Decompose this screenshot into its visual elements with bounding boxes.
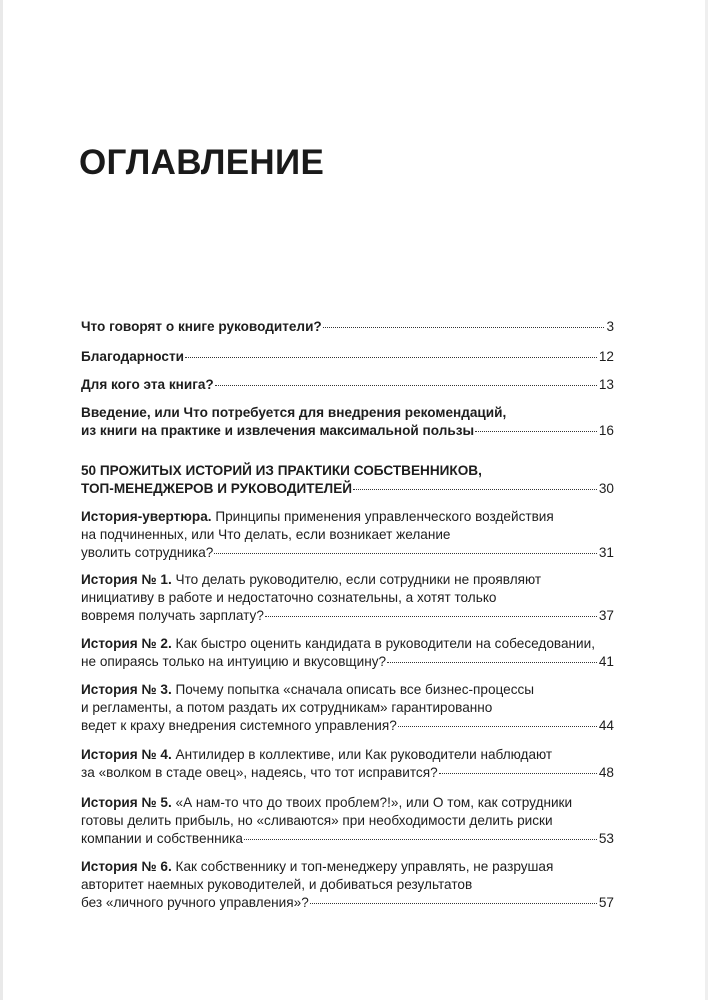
dot-leader <box>387 662 597 663</box>
toc-entry-text: и регламенты, а потом раздать их сотрудникам» гарантированно <box>81 700 493 715</box>
toc-entry[interactable] <box>81 635 614 671</box>
toc-entry-text: компании и собственника <box>81 831 243 846</box>
toc-entry-lead: История № 4. <box>81 747 172 762</box>
toc-entry-last-line <box>81 653 614 671</box>
toc-entry-text: Что делать руководителю, если сотрудники не проявляют <box>171 572 542 587</box>
page-number: 41 <box>598 654 614 669</box>
toc-entry-line <box>81 589 614 607</box>
toc-entry-text: на подчиненных, или Что делать, если возникает желание <box>81 527 451 542</box>
toc-entry-line <box>81 508 614 526</box>
toc-entry-text: «А нам-то что до твоих проблем?!», или О том, как сотрудники <box>171 795 573 810</box>
page-number: 13 <box>598 377 614 392</box>
toc-entry-text: Для кого эта книга? <box>81 377 214 392</box>
dot-leader <box>244 839 597 840</box>
dot-leader <box>353 489 597 490</box>
toc-entry[interactable] <box>81 404 614 440</box>
toc-entry-text: уволить сотрудника? <box>81 545 214 560</box>
page-number: 48 <box>598 765 614 780</box>
page-number: 3 <box>606 319 614 334</box>
page-number: 44 <box>598 718 614 733</box>
toc-entry-text: из книги на практике и извлечения максимальной пользы <box>81 423 475 438</box>
toc-entry-text: ТОП-МЕНЕДЖЕРОВ И РУКОВОДИТЕЛЕЙ <box>81 481 353 496</box>
toc-entry-text: Как собственнику и топ-менеджеру управлять, не разрушая <box>171 859 554 874</box>
toc-entry-last-line <box>81 544 614 562</box>
dot-leader <box>185 357 597 358</box>
toc-entry-line <box>81 404 614 422</box>
toc-entry-line <box>81 681 614 699</box>
toc-entry[interactable] <box>81 462 614 498</box>
toc-entry[interactable] <box>81 794 614 848</box>
dot-leader <box>398 726 597 727</box>
page-number: 37 <box>598 608 614 623</box>
toc-entry-text: 50 ПРОЖИТЫХ ИСТОРИЙ ИЗ ПРАКТИКИ СОБСТВЕННИКОВ, <box>81 463 482 478</box>
dot-leader <box>475 431 597 432</box>
toc-entry-line <box>81 794 614 812</box>
toc-entry[interactable] <box>81 858 614 912</box>
toc-entry-line <box>81 746 614 764</box>
toc-entry-last-line <box>81 348 614 366</box>
toc-entry-text: без «личного ручного управления»? <box>81 895 309 910</box>
dot-leader <box>323 327 605 328</box>
toc-entry-lead: История № 2. <box>81 636 172 651</box>
toc-entry-text: ведет к краху внедрения системного управления? <box>81 718 397 733</box>
toc-entry-last-line <box>81 376 614 394</box>
toc-entry[interactable] <box>81 376 614 394</box>
toc-entry-lead: История № 6. <box>81 859 172 874</box>
toc-entry-lead: История № 1. <box>81 572 172 587</box>
toc-entry-last-line <box>81 480 614 498</box>
page-number: 30 <box>598 481 614 496</box>
toc-entry-last-line <box>81 764 614 782</box>
toc-entry-last-line <box>81 422 614 440</box>
toc-entry-text: Благодарности <box>81 349 184 364</box>
toc-entry-lead: История-увертюра. <box>81 509 212 524</box>
toc-entry-last-line <box>81 318 614 336</box>
toc-entry-text: Почему попытка «сначала описать все бизнес-процессы <box>171 682 535 697</box>
toc-entry-text: Принципы применения управленческого воздействия <box>211 509 554 524</box>
toc-entry-line <box>81 699 614 717</box>
toc-entry-last-line <box>81 894 614 912</box>
toc-entry-line <box>81 858 614 876</box>
page-number: 53 <box>598 831 614 846</box>
dot-leader <box>310 903 597 904</box>
page-number: 16 <box>598 423 614 438</box>
toc-entry[interactable] <box>81 348 614 366</box>
toc-entry-text: не опираясь только на интуицию и вкусовщину? <box>81 654 387 669</box>
toc-entry-text: инициативу в работе и недостаточно сознательны, а хотят только <box>81 590 497 605</box>
toc-entry[interactable] <box>81 571 614 625</box>
page-number: 57 <box>598 895 614 910</box>
toc-entry[interactable] <box>81 318 614 336</box>
toc-entry[interactable] <box>81 746 614 782</box>
dot-leader <box>214 553 597 554</box>
toc-entry-text: Что говорят о книге руководители? <box>81 319 322 334</box>
toc-entry-lead: История № 3. <box>81 682 172 697</box>
toc-entry-last-line <box>81 607 614 625</box>
toc-entry-text: Антилидер в коллективе, или Как руководители наблюдают <box>171 747 553 762</box>
page-number: 12 <box>598 349 614 364</box>
toc-entry[interactable] <box>81 681 614 735</box>
toc-entry-text: вовремя получать зарплату? <box>81 608 264 623</box>
dot-leader <box>265 616 597 617</box>
toc-entry[interactable] <box>81 508 614 562</box>
toc-entry-line <box>81 526 614 544</box>
toc-entry-text: за «волком в стаде овец», надеясь, что тот исправится? <box>81 765 438 780</box>
toc-entry-text: Как быстро оценить кандидата в руководители на собеседовании, <box>171 636 595 651</box>
dot-leader <box>215 385 597 386</box>
toc-entry-line <box>81 635 614 653</box>
toc-entry-text: авторитет наемных руководителей, и добиваться результатов <box>81 877 473 892</box>
page-number: 31 <box>598 545 614 560</box>
toc-entry-line <box>81 812 614 830</box>
page-title: ОГЛАВЛЕНИЕ <box>79 143 325 182</box>
toc-entry-text: готовы делить прибыль, но «сливаются» при необходимости делить риски <box>81 813 553 828</box>
toc-entry-lead: История № 5. <box>81 795 172 810</box>
toc-entry-last-line <box>81 717 614 735</box>
toc-entry-line <box>81 571 614 589</box>
dot-leader <box>439 773 597 774</box>
toc-entry-line <box>81 462 614 480</box>
toc-entry-line <box>81 876 614 894</box>
toc-entry-text: Введение, или Что потребуется для внедрения рекомендаций, <box>81 405 507 420</box>
toc-entry-last-line <box>81 830 614 848</box>
